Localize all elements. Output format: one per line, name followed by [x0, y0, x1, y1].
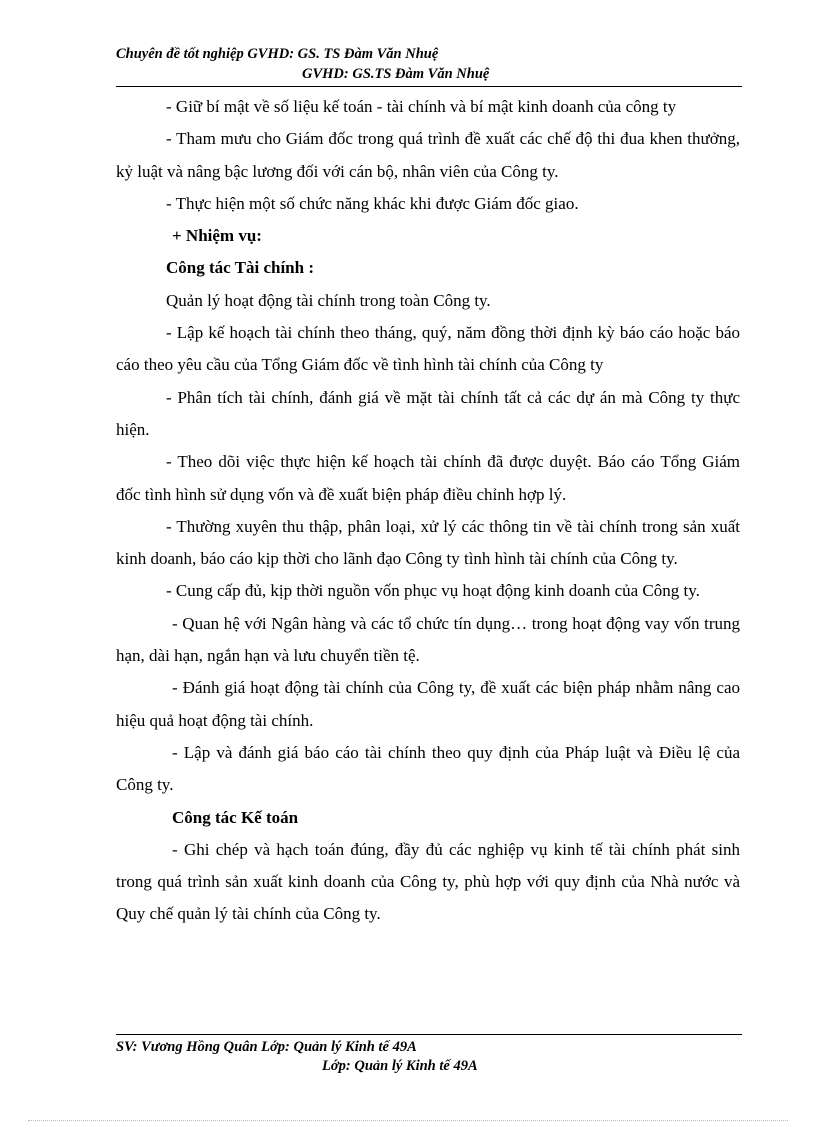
heading-tasks: + Nhiệm vụ: [172, 226, 262, 246]
footer-line-2: Lớp: Quản lý Kinh tế 49A [322, 1058, 478, 1074]
footer-rule [116, 1034, 742, 1035]
header-line-1: Chuyên đề tốt nghiệp GVHD: GS. TS Đàm Văn Nhuệ [116, 46, 439, 62]
paragraph-finance-evaluation: - Đánh giá hoạt động tài chính của Công ty, đề xuất các biện pháp nhằm nâng cao hiệu quả hoạt động tài chính. [116, 678, 740, 730]
footer-line-1: SV: Vương Hồng Quân Lớp: Quản lý Kinh tế 49A [116, 1039, 417, 1055]
paragraph-bank-relations: - Quan hệ với Ngân hàng và các tổ chức tín dụng… trong hoạt động vay vốn trung hạn, dài hạn, ngắn hạn và lưu chuyển tiền tệ. [116, 613, 740, 666]
page-edge-divider [28, 1120, 788, 1121]
paragraph-capital-supply: - Cung cấp đủ, kịp thời nguồn vốn phục vụ hoạt động kinh doanh của Công ty. [166, 581, 700, 601]
paragraph-advise: - Tham mưu cho Giám đốc trong quá trình đề xuất các chế độ thi đua khen thưởng, kỷ luật và nâng bậc lương đối với cán bộ, nhân viên của Công ty. [116, 129, 740, 181]
paragraph-information-collection: - Thường xuyên thu thập, phân loại, xử lý các thông tin về tài chính trong sản xuất kinh doanh, báo cáo kịp thời cho lãnh đạo Công ty tình hình tài chính của Công ty. [116, 516, 740, 569]
paragraph-finance-plan: - Lập kế hoạch tài chính theo tháng, quý, năm đồng thời định kỳ báo cáo hoặc báo cáo theo yêu cầu của Tổng Giám đốc về tình hình tài chính của Công ty [116, 323, 740, 375]
paragraph-plan-tracking: - Theo dõi việc thực hiện kế hoạch tài chính đã được duyệt. Báo cáo Tổng Giám đốc tình hình sử dụng vốn và đề xuất biện pháp điều chỉnh hợp lý. [116, 452, 740, 504]
paragraph-finance-management: Quản lý hoạt động tài chính trong toàn Công ty. [166, 290, 491, 310]
heading-accounting-work: Công tác Kế toán [172, 807, 299, 827]
page-footer [116, 1038, 742, 1076]
header-rule [116, 86, 742, 87]
paragraph-secrecy: - Giữ bí mật về số liệu kế toán - tài chính và bí mật kinh doanh của công ty [166, 97, 677, 116]
document-body [116, 91, 740, 931]
page-header [116, 44, 742, 84]
heading-finance-work: Công tác Tài chính : [166, 258, 314, 278]
paragraph-financial-reports: - Lập và đánh giá báo cáo tài chính theo quy định của Pháp luật và Điều lệ của Công ty. [116, 742, 740, 795]
paragraph-bookkeeping: - Ghi chép và hạch toán đúng, đầy đủ các nghiệp vụ kinh tế tài chính phát sinh trong quá trình sản xuất kinh doanh của Công ty, phù hợp với quy định của Nhà nước và Quy chế quản lý tài chính của Công ty. [116, 839, 740, 924]
header-line-2: GVHD: GS.TS Đàm Văn Nhuệ [302, 66, 490, 82]
paragraph-finance-analysis: - Phân tích tài chính, đánh giá về mặt tài chính tất cả các dự án mà Công ty thực hiện. [116, 387, 740, 439]
paragraph-other-functions: - Thực hiện một số chức năng khác khi được Giám đốc giao. [166, 193, 579, 213]
